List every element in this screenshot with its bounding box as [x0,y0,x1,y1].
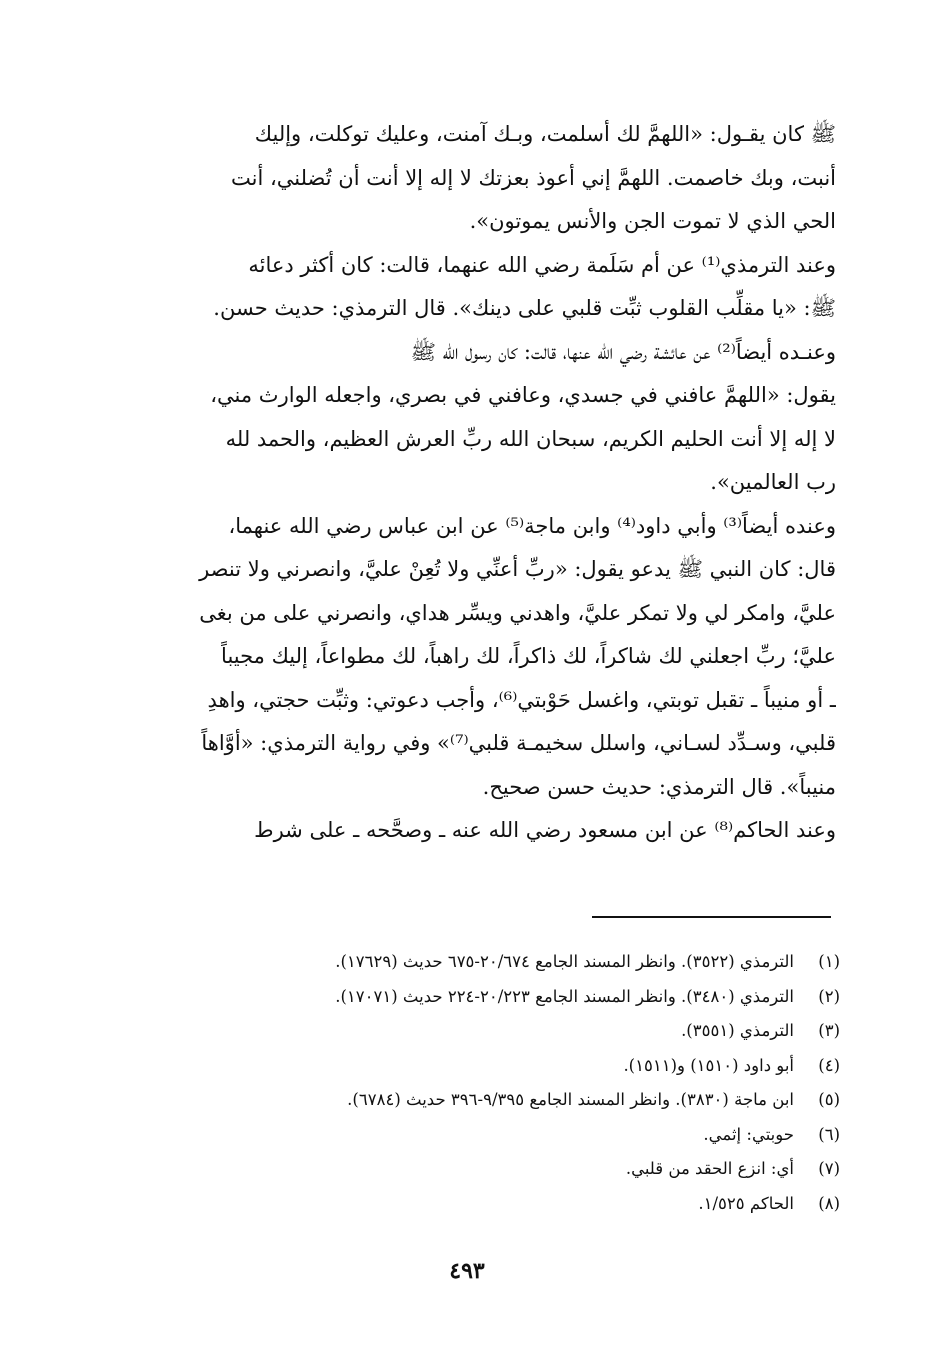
text-line: وعنده أيضاً⁽³⁾ وأبي داود⁽⁴⁾ وابن ماجة⁽⁵⁾ عن ابن عباس رضي الله عنهما، [228,513,836,538]
footnote-number: (١) [818,952,840,971]
text-line: الحي الذي لا تموت الجن والأنس يموتون». [469,209,836,233]
footnote-item [150,1049,840,1084]
footnote-item [150,1152,840,1187]
footnote-item [150,980,840,1015]
footnote-number: (٤) [818,1055,840,1075]
footnote-number: (٢) [818,986,840,1006]
footnote-number: (٨) [818,1193,840,1213]
footnote-text: الترمذي (٣٥٢٢). وانظر المسند الجامع ٢٠/٦٧٤-٦٧٥ حديث (١٧٦٢٩). [335,952,794,971]
text-line: ﷺ كان يقـول: «اللهمَّ لك أسلمت، وبـك آمنت، وعليك توكلت، وإليك [254,122,836,146]
footnotes [150,945,840,1221]
page-number: ٤٩٣ [449,1258,485,1284]
footnote-text: أي: انزع الحقد من قلبي. [625,1159,794,1178]
main-text [130,113,836,853]
footnote-number: (٧) [818,1159,840,1178]
text-line: ـ أو منيباً ـ تقبل توبتي، واغسل حَوْبتي⁽⁶⁾، وأجب دعوتي: وثبِّت حجتي، واهدِ [207,687,836,712]
text-line: يقول: «اللهمَّ عافني في جسدي، وعافني في بصري، واجعله الوارث مني، [210,383,836,407]
text-line: لا إله إلا أنت الحليم الكريم، سبحان الله ربِّ العرش العظيم، والحمد لله [225,426,836,451]
footnote-item [150,945,840,980]
text-line: أنبت، وبك خاصمت. اللهمَّ إني أعوذ بعزتك لا إله إلا أنت أن تُضلني، أنت [231,165,836,190]
text-line: منيباً». قال الترمذي: حديث حسن صحيح. [482,774,836,799]
footnote-text: ابن ماجة (٣٨٣٠). وانظر المسند الجامع ٩/٣٩٥-٣٩٦ حديث (٦٧٨٤). [347,1090,794,1109]
text-line: ﷺ: «يا مقلِّب القلوب ثبِّت قلبي على دينك». قال الترمذي: حديث حسن. [213,296,836,320]
footnote-item [150,1014,840,1049]
footnote-number: (٦) [818,1124,840,1144]
text-line: وعند الحاكم⁽⁸⁾ عن ابن مسعود رضي الله عنه ـ وصحَّحه ـ على شرط [254,818,836,842]
text-line: وعند الترمذي⁽¹⁾ عن أم سَلَمة رضي الله عنهما، قالت: كان أكثر دعائه [248,252,836,277]
footnote-text: الترمذي (٣٥٥١). [681,1021,794,1040]
text-line: عليَّ؛ ربِّ اجعلني لك شاكراً، لك ذاكراً، لك راهباً، لك مطواعاً، إليك مجيباً [221,644,836,668]
footnote-number: (٣) [818,1021,840,1040]
footnote-text: أبو داود (١٥١٠) و(١٥١١). [623,1055,794,1075]
text-line: عليَّ، وامكر لي ولا تمكر عليَّ، واهدني ويسِّر هداي، وانصرني على من بغى [199,600,836,625]
footnote-number: (٥) [818,1090,840,1109]
footnote-separator [592,916,831,918]
footnote-text: الترمذي (٣٤٨٠). وانظر المسند الجامع ٢٠/٢٢٣-٢٢٤ حديث (١٧٠٧١). [335,986,794,1006]
footnote-item [150,1118,840,1153]
footnote-text: حوبتي: إثمي. [703,1124,794,1144]
footnote-text: الحاكم ١/٥٢٥. [698,1193,794,1213]
text-line: وعنـده أيضاً⁽²⁾ عن عائشة رضي الله عنها، قالت: كان رسول الله ﷺ [410,339,836,364]
text-line: قال: كان النبي ﷺ يدعو يقول: «ربِّ أعنِّي ولا تُعِنْ عليَّ، وانصرني ولا تنصر [199,557,836,581]
footnote-item [150,1187,840,1222]
footnote-item [150,1083,840,1118]
text-line: رب العالمين». [710,470,836,494]
text-line: قلبي، وسـدِّد لسـاني، واسلل سخيمـة قلبي⁽⁷⁾» وفي رواية الترمذي: «أوَّاهاً [201,731,836,755]
